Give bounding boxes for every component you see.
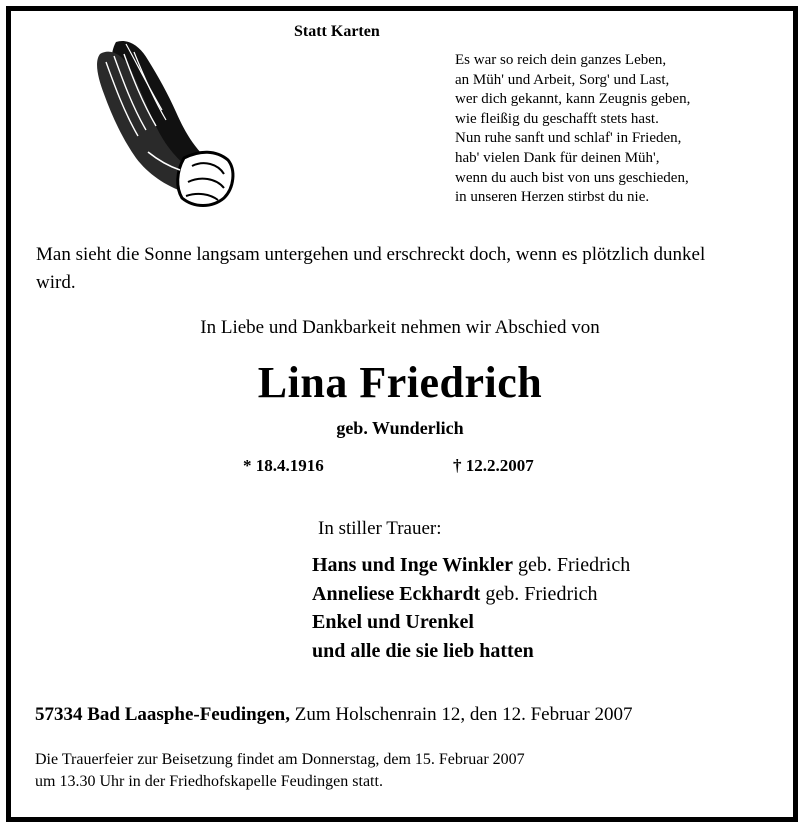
poem-line: wenn du auch bist von uns geschieden, [455,169,689,186]
header-title: Statt Karten [294,23,380,40]
poem-line: Es war so reich dein ganzes Leben, [455,52,667,68]
mourner-entry [312,637,630,666]
location-line [35,704,632,726]
ceremony-line: Die Trauerfeier zur Beisetzung findet am Donnerstag, dem 15. Februar 2007 [35,751,525,768]
mourner-name: Enkel und Urenkel [312,611,474,633]
poem-line: an Müh' und Arbeit, Sorg' und Last, [455,71,670,88]
location-place: 57334 Bad Laasphe-Feudingen, [35,704,290,725]
mourner-suffix: geb. Friedrich [513,554,631,576]
mourning-heading: In stiller Trauer: [318,518,442,539]
poem-line: wie fleißig du geschafft stets hast. [455,110,659,127]
ceremony-line: um 13.30 Uhr in der Friedhofskapelle Feudingen statt. [35,773,383,790]
ceremony-info [35,749,525,793]
mourner-name: Hans und Inge Winkler [312,554,514,576]
mourner-entry [312,608,630,637]
farewell-intro: In Liebe und Dankbarkeit nehmen wir Abschied von [200,317,600,338]
poem-line: Nun ruhe sanft und schlaf' in Frieden, [455,130,682,147]
birth-date: * 18.4.1916 [243,456,324,475]
mourner-entry [312,551,630,580]
quote: Man sieht die Sonne langsam untergehen und erschreckt doch, wenn es plötzlich dunkel wird. [36,244,706,293]
poem-line: wer dich gekannt, kann Zeugnis geben, [455,91,691,108]
praying-hands-icon [88,32,238,212]
location-address: Zum Holschenrain 12, den 12. Februar 2007 [289,704,633,725]
poem-line: hab' vielen Dank für deinen Müh', [455,149,660,166]
mourner-suffix: geb. Friedrich [480,582,598,605]
poem [455,51,690,208]
mourner-entry [312,580,630,609]
mourners-list [312,551,630,665]
mourner-name: und alle die sie lieb hatten [312,639,534,662]
death-date: † 12.2.2007 [453,456,534,475]
mourner-name: Anneliese Eckhardt [312,582,481,605]
maiden-name: geb. Wunderlich [336,418,464,438]
poem-line: in unseren Herzen stirbst du nie. [455,189,650,206]
deceased-name: Lina Friedrich [257,358,543,407]
